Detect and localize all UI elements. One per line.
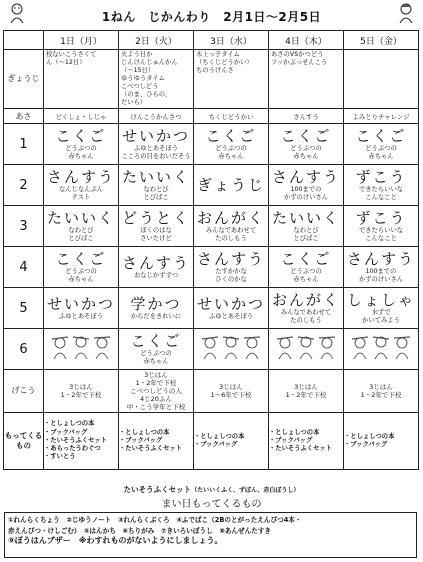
everyday-items-line: ①れんらくちょう ②じゆうノート ③れんらくぶくろ ④ふでばこ（2Bのとがったえんぴつ4本・	[8, 516, 302, 524]
subject-name: こくご	[205, 127, 257, 145]
period-row	[4, 206, 419, 247]
day-header: 1日（月）	[44, 31, 119, 50]
period-row	[4, 124, 419, 165]
lesson-cell	[44, 124, 119, 165]
cell-line: ・すいとう	[44, 453, 76, 461]
everyday-items-box	[4, 512, 417, 558]
lesson-topic: テスト	[71, 193, 91, 201]
lesson-cell	[344, 206, 419, 247]
lesson-topic: ぼくのはな	[140, 227, 172, 234]
lesson-cell	[194, 124, 269, 165]
subject-name: こくご	[55, 127, 107, 145]
event-cell	[194, 50, 269, 109]
cell-line: 4じ20ふん	[140, 395, 172, 403]
lesson-cell	[269, 288, 344, 329]
lesson-topic: 水ずで	[371, 309, 391, 316]
cell-line: ゆうゆうタイム	[121, 75, 165, 82]
cell-line: ・たいそうふくセット	[44, 436, 107, 444]
lesson-topic: とびばこ	[143, 193, 169, 201]
lesson-topic: できたらいいな	[358, 186, 404, 193]
cell-line: 火よう日か	[121, 51, 153, 58]
row-label: げこう	[4, 370, 44, 413]
cell-line: 1・2年で下校	[360, 391, 402, 399]
lesson-topic: 赤ちゃん	[293, 152, 319, 160]
lesson-topic: ふゆとあそぼう	[133, 145, 179, 152]
lesson-topic: 赤ちゃん	[368, 152, 394, 160]
cell-line: 1・2年で下校	[285, 391, 327, 399]
lesson-topic: できたらいいな	[358, 227, 404, 234]
period-number: 5	[4, 288, 44, 329]
lesson-cell	[119, 288, 194, 329]
lesson-topic: 赤ちゃん	[218, 152, 244, 160]
lesson-topic: 赤ちゃん	[143, 357, 169, 365]
cell-line: ・たいそうふくセット	[119, 445, 182, 453]
lesson-topic: どうぶつの	[65, 145, 97, 152]
day-header: 3日（水）	[194, 31, 269, 50]
lesson-topic: ふゆとあそぼう	[58, 312, 104, 320]
everyday-items-title: まい日もってくるもの	[161, 499, 262, 510]
cell-line: フッかぶっせんこう	[271, 59, 328, 66]
lesson-cell	[44, 247, 119, 288]
subject-name: たいいく	[121, 168, 190, 186]
cell-line: 中・こう学年と下校	[126, 403, 186, 411]
items-cell	[269, 413, 344, 470]
subject-name: こくご	[280, 250, 332, 268]
lesson-cell	[269, 124, 344, 165]
lesson-cell	[344, 247, 419, 288]
lesson-topic: ひくのかな	[215, 275, 247, 283]
lesson-topic: 100までの	[365, 268, 397, 275]
lesson-cell	[344, 288, 419, 329]
gym-clothes-title: たいそうふくセット	[123, 485, 192, 494]
lesson-cell	[269, 329, 344, 370]
dismissal-cell	[119, 370, 194, 413]
page-title: 1ねん じかんわり 2月1日〜2月5日	[101, 10, 322, 24]
morning-cell: どくしょ・しじゃ	[44, 109, 119, 124]
subject-name: 学かつ	[130, 294, 182, 313]
dismissal-cell	[269, 370, 344, 413]
dismissal-cell	[194, 370, 269, 413]
cell-line: 3じはん	[144, 371, 168, 379]
period-number: 4	[4, 247, 44, 288]
morning-cell: ちくじどうかい	[194, 109, 269, 124]
lesson-topic: こんなこと	[365, 234, 397, 242]
lesson-cell	[44, 165, 119, 206]
cell-line: ・ブックバッグ	[269, 436, 313, 444]
lesson-topic: どうぶつの	[365, 145, 397, 152]
gym-clothes-detail: （たいいくふく、ずぼん、赤白ぼうし）	[191, 487, 300, 494]
lesson-topic: なわとび	[68, 227, 94, 234]
lesson-topic: とびばこ	[68, 234, 94, 242]
everyday-items-line: ⑨ぼうはんブザー ※わすれものがないようにしましょう。	[8, 536, 223, 545]
lesson-cell	[194, 329, 269, 370]
row-label: もってくるもの	[4, 413, 44, 470]
lesson-cell	[344, 329, 419, 370]
cell-line: 木上っ子タイム	[196, 51, 240, 58]
dismissal-row	[4, 370, 419, 413]
lesson-cell	[119, 165, 194, 206]
morning-row	[4, 109, 419, 124]
cell-line: ・ブックバッグ	[44, 428, 88, 436]
subject-name: せいかつ	[46, 294, 115, 313]
subject-name: せいかつ	[121, 127, 190, 145]
lesson-topic: なわとび	[143, 186, 169, 193]
row-label: あさ	[4, 109, 44, 124]
children-illustration	[196, 333, 266, 361]
dismissal-cell	[344, 370, 419, 413]
subject-name: おんがく	[196, 209, 265, 227]
subject-name: さんすう	[346, 250, 415, 268]
lesson-topic: 赤ちゃん	[293, 275, 319, 283]
corner-cell	[4, 31, 44, 50]
lesson-cell	[269, 247, 344, 288]
lesson-topic: 100までの	[290, 186, 322, 193]
period-number: 1	[4, 124, 44, 165]
lesson-topic: たすかかな	[215, 268, 247, 275]
cell-line: ・たいそうふくセット	[269, 445, 332, 453]
items-cell	[194, 413, 269, 470]
event-cell	[44, 50, 119, 109]
gym-clothes-note	[0, 484, 423, 495]
period-row	[4, 288, 419, 329]
subject-name: たいいく	[271, 209, 340, 227]
event-cell	[269, 50, 344, 109]
lesson-topic: たのしもう	[215, 234, 247, 242]
cell-line: ・あらったうわぐつ	[44, 445, 101, 453]
lesson-cell	[194, 247, 269, 288]
subject-name: ずこう	[355, 168, 407, 186]
day-header: 4日（木）	[269, 31, 344, 50]
lesson-cell	[194, 206, 269, 247]
lesson-topic: 赤ちゃん	[68, 275, 94, 283]
day-header: 2日（火）	[119, 31, 194, 50]
cell-line: だいら）	[121, 99, 147, 106]
lesson-topic: みんなであわせて	[280, 309, 332, 316]
lesson-topic: かずのけいさん	[358, 275, 404, 283]
cell-line: あさのVSかつどう	[271, 51, 324, 58]
period-number: 2	[4, 165, 44, 206]
items-cell	[119, 413, 194, 470]
cell-line: （ちくじどうかい）	[196, 59, 253, 66]
cell-line: ・としょしつの本	[44, 420, 95, 428]
cell-line: 1・2年で下校	[60, 391, 102, 399]
cell-line: ・としょしつの本	[344, 432, 395, 440]
cell-line: 3じはん	[69, 383, 93, 391]
morning-cell: けんこうかんさつ	[119, 109, 194, 124]
lesson-topic: こころの目をおいだそう	[121, 152, 191, 160]
items-row	[4, 413, 419, 470]
cell-line: ・としょしつの本	[269, 428, 320, 436]
event-cell	[119, 50, 194, 109]
lesson-cell	[194, 288, 269, 329]
lesson-cell	[269, 206, 344, 247]
day-header-row	[4, 31, 419, 50]
subject-name: どうとく	[121, 209, 190, 227]
day-header: 5日（金）	[344, 31, 419, 50]
lesson-cell	[119, 329, 194, 370]
lesson-topic: どうぶつの	[140, 350, 172, 357]
events-row	[4, 50, 419, 109]
lesson-cell	[119, 206, 194, 247]
children-illustration	[271, 333, 341, 361]
lesson-topic: からだをきれいに	[130, 312, 182, 320]
period-row	[4, 165, 419, 206]
cell-line: ・ブックバッグ	[194, 441, 238, 448]
event-cell	[344, 50, 419, 109]
subject-name: さんすう	[46, 168, 115, 186]
cell-line: じんけんじゅんかん	[121, 59, 178, 66]
cell-line: 3じはん	[294, 383, 318, 391]
lesson-cell	[194, 165, 269, 206]
lesson-cell	[119, 124, 194, 165]
lesson-topic: かいてみよう	[362, 316, 400, 324]
items-cell	[44, 413, 119, 470]
cell-line: ん（〜12日）	[46, 59, 86, 66]
lesson-topic: なんじなんぷん	[58, 186, 104, 193]
lesson-topic: どうぶつの	[215, 145, 247, 152]
lesson-cell	[344, 165, 419, 206]
lesson-cell	[44, 206, 119, 247]
lesson-topic: たのしもう	[290, 316, 322, 324]
lesson-topic: どうぶつの	[65, 268, 97, 275]
cell-line: （のま、ひらの、	[121, 91, 172, 98]
lesson-topic: ふゆとあそぼう	[208, 312, 254, 320]
cell-line: 校ないこうさくて	[46, 51, 97, 58]
subject-name: せいかつ	[196, 294, 265, 313]
subject-name: さんすう	[121, 253, 190, 272]
subject-name: さんすう	[196, 250, 265, 268]
subject-name: ずこう	[355, 209, 407, 227]
lesson-topic: 赤ちゃん	[68, 152, 94, 160]
everyday-items-line: 赤えんぴつ・けしごむ） ⑤はんかち ⑥ちりがみ ⑦きいろいぼうし ⑧あんぜんたすき	[8, 526, 271, 535]
morning-cell: さんすう	[269, 109, 344, 124]
subject-name: こくご	[280, 127, 332, 145]
lesson-topic: みんなであわせて	[205, 227, 257, 234]
subject-name: さんすう	[271, 168, 340, 186]
lesson-cell	[344, 124, 419, 165]
cell-line: （〜15日）	[121, 67, 155, 74]
dismissal-cell	[44, 370, 119, 413]
cell-line: ・としょしつの本	[194, 432, 245, 440]
cell-line: こべつしどうの人	[130, 387, 182, 395]
children-illustration	[346, 333, 416, 361]
lesson-topic: おなじかずずつ	[133, 271, 179, 279]
lesson-topic: かずのけいさん	[283, 193, 329, 201]
lesson-cell	[44, 329, 119, 370]
subject-name: たいいく	[46, 209, 115, 227]
subject-name: こくご	[130, 332, 182, 350]
lesson-cell	[119, 247, 194, 288]
subject-name: こくご	[355, 127, 407, 145]
lesson-topic: こんなこと	[365, 193, 397, 201]
period-number: 3	[4, 206, 44, 247]
lesson-cell	[44, 288, 119, 329]
cell-line: ・ブックバッグ	[344, 441, 388, 448]
items-cell	[344, 413, 419, 470]
subject-name: こくご	[55, 250, 107, 268]
cell-line: こべつしどう	[121, 83, 159, 90]
lesson-cell	[269, 165, 344, 206]
period-number: 6	[4, 329, 44, 370]
lesson-topic: さいたけど	[140, 234, 172, 242]
lesson-topic: とびばこ	[293, 234, 319, 242]
cell-line: ・ブックバッグ	[119, 436, 163, 444]
timetable	[3, 30, 419, 470]
lesson-topic: なわとび	[293, 227, 319, 234]
subject-name: ぎょうじ	[196, 175, 265, 194]
cell-line: ちのうけんさ	[196, 67, 234, 74]
period-row	[4, 329, 419, 370]
morning-cell: よみとりチャレンジ	[344, 109, 419, 124]
cell-line: 1〜6年で下校	[210, 391, 252, 399]
lesson-topic: どうぶつの	[290, 145, 322, 152]
child-illustration-icon	[395, 2, 417, 24]
cell-line: 1・2年で下校	[135, 379, 177, 387]
subject-name: しょしゃ	[346, 291, 415, 309]
children-illustration	[46, 333, 116, 361]
subject-name: おんがく	[271, 291, 340, 309]
lesson-topic: どうぶつの	[290, 268, 322, 275]
cell-line: ・としょしつの本	[119, 428, 170, 436]
cell-line: 3じはん	[369, 383, 393, 391]
row-label: ぎょうじ	[4, 50, 44, 109]
cell-line: 3じはん	[219, 383, 243, 391]
period-row	[4, 247, 419, 288]
